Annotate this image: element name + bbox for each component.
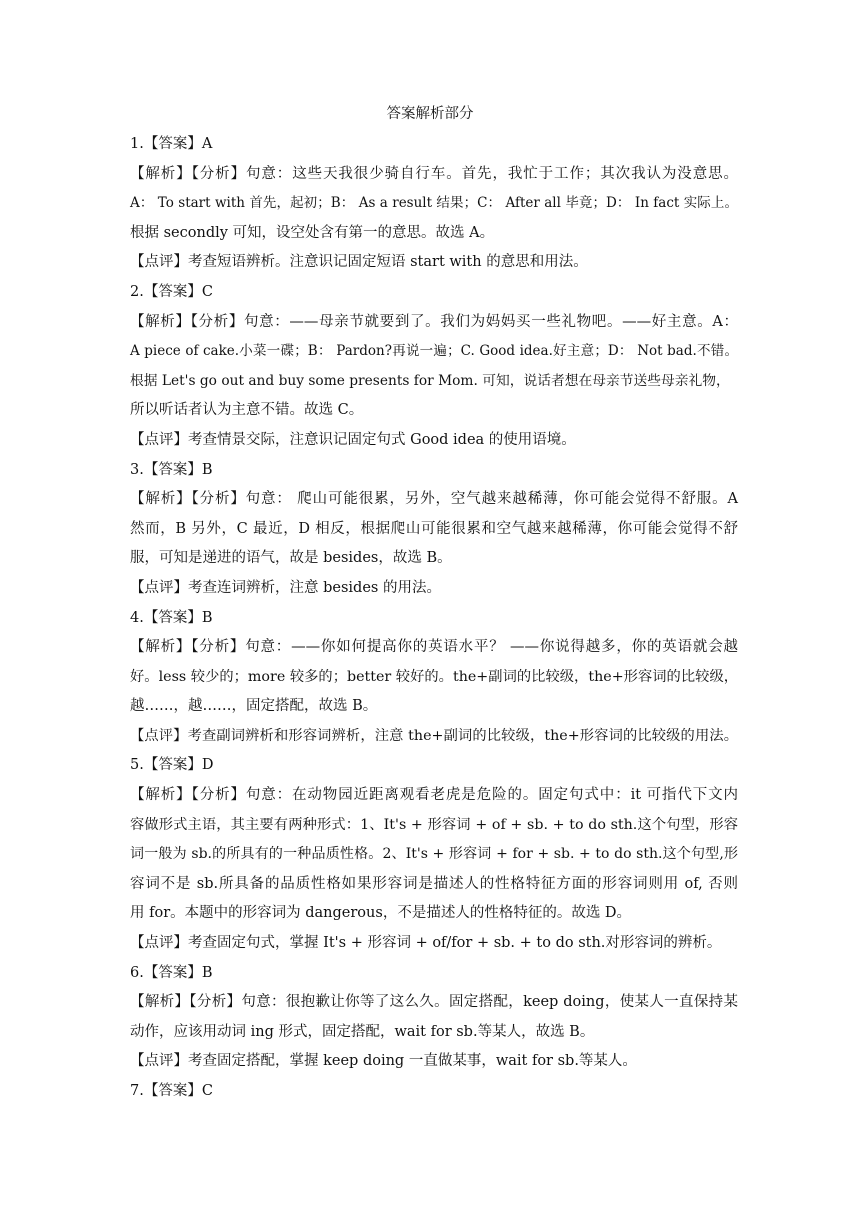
text-line: 容词不是 sb.所具备的品质性格如果形容词是描述人的性格特征方面的形容词则用 of, 否则	[130, 875, 738, 892]
text-line: 【点评】考查短语辨析。注意识记固定短语 start with 的意思和用法。	[130, 254, 588, 271]
text-line: 4.【答案】B	[130, 609, 213, 626]
text-line: 【点评】考查情景交际，注意识记固定句式 Good idea 的使用语境。	[130, 431, 576, 448]
text-line: A： To start with 首先，起初；B： As a result 结果；C： After all 毕竟；D： In fact 实际上。	[130, 195, 738, 212]
page-title: 答案解析部分	[386, 106, 474, 122]
text-line: 然而，B 另外，C 最近，D 相反，根据爬山可能很累和空气越来越稀薄，你可能会觉得不舒	[130, 520, 738, 537]
text-line: 容做形式主语，其主要有两种形式：1、It's + 形容词 + of + sb. + to do sth.这个句型，形容	[130, 816, 738, 833]
text-line: 7.【答案】C	[130, 1083, 213, 1099]
answer-analysis-body	[130, 130, 738, 1107]
text-line: 根据 secondly 可知，设空处含有第一的意思。故选 A。	[130, 224, 495, 241]
text-line: 【解析】【分析】句意：在动物园近距离观看老虎是危险的。固定句式中：it 可指代下文内	[130, 787, 738, 804]
text-line: A piece of cake.小菜一碟；B： Pardon?再说一遍；C. Good idea.好主意；D： Not bad.不错。	[130, 343, 738, 360]
text-line: 6.【答案】B	[130, 964, 213, 981]
text-line: 【点评】考查固定搭配，掌握 keep doing 一直做某事，wait for sb.等某人。	[130, 1053, 637, 1070]
text-line: 根据 Let's go out and buy some presents for Mom. 可知，说话者想在母亲节送些母亲礼物，	[130, 372, 730, 389]
text-line: 3.【答案】B	[130, 461, 213, 478]
text-line: 服，可知是递进的语气，故是 besides，故选 B。	[130, 550, 452, 567]
text-line: 动作，应该用动词 ing 形式，固定搭配，wait for sb.等某人，故选 B。	[130, 1023, 595, 1040]
text-line: 【解析】【分析】句意：很抱歉让你等了这么久。固定搭配，keep doing，使某人一直保持某	[130, 994, 738, 1011]
text-line: 【点评】考查连词辨析，注意 besides 的用法。	[130, 579, 441, 596]
text-line: 【解析】【分析】句意：这些天我很少骑自行车。首先，我忙于工作；其次我认为没意思。	[130, 165, 738, 182]
text-line: 【解析】【分析】句意： 爬山可能很累，另外，空气越来越稀薄，你可能会觉得不舒服。A	[130, 491, 738, 508]
text-line: 【点评】考查固定句式，掌握 It's + 形容词 + of/for + sb. + to do sth.对形容词的辨析。	[130, 935, 722, 952]
text-line: 越……，越……，固定搭配，故选 B。	[130, 698, 378, 715]
text-line: 【解析】【分析】句意：——你如何提高你的英语水平？ ——你说得越多，你的英语就会越	[130, 639, 738, 656]
text-line: 词一般为 sb.的所具有的一种品质性格。2、It's + 形容词 + for + sb. + to do sth.这个句型,形	[130, 846, 738, 863]
text-line: 【点评】考查副词辨析和形容词辨析，注意 the+副词的比较级，the+形容词的比较级的用法。	[130, 727, 738, 744]
text-line: 好。less 较少的；more 较多的；better 较好的。the+副词的比较级，the+形容词的比较级，	[130, 668, 738, 685]
text-line: 【解析】【分析】句意：——母亲节就要到了。我们为妈妈买一些礼物吧。——好主意。A：	[130, 313, 738, 330]
text-line: 5.【答案】D	[130, 757, 214, 774]
text-line: 2.【答案】C	[130, 283, 213, 300]
text-line: 所以听话者认为主意不错。故选 C。	[130, 402, 364, 419]
text-line: 用 for。本题中的形容词为 dangerous，不是描述人的性格特征的。故选 D。	[130, 905, 632, 922]
text-line: 1.【答案】A	[130, 136, 213, 152]
